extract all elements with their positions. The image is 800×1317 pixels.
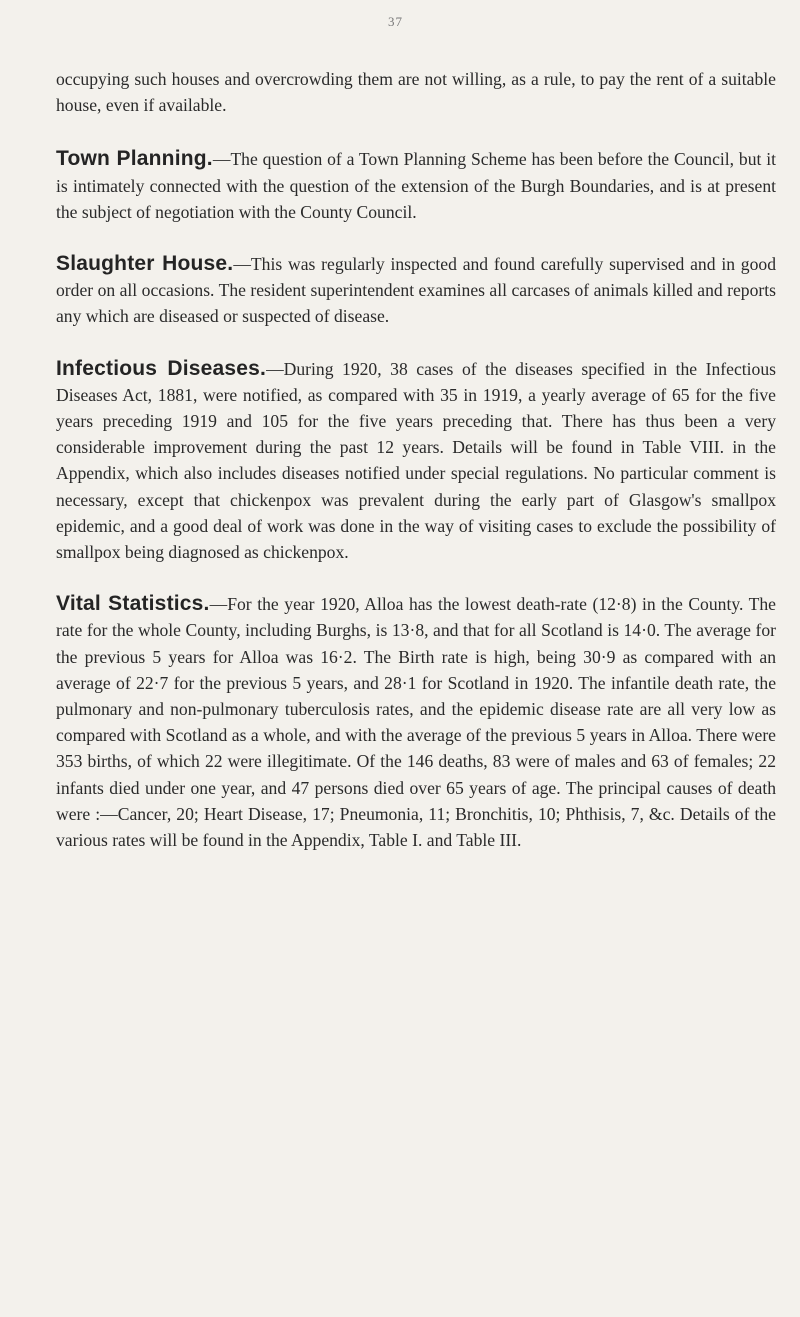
section-text-vital-statistics: —For the year 1920, Alloa has the lowest death-rate (12·8) in the County. The rate for the whole County, including Burghs, is 13·8, and that for all Scotland is 14·0. The average for the previous 5 years for Alloa was 16·2. The Birth rate is high, being 30·9 as compared with an average of 22·7 for the previous 5 years, and 28·1 for Scotland in 1920. The infantile death rate, the pulmonary and non-pulmonary tuberculosis rates, and the epidemic disease rate are all very low as compared with Scotland as a whole, and with the average of the previous 5 years in Alloa. There were 353 births, of which 22 were illegitimate. Of the 146 deaths, 83 were of males and 63 of females; 22 infants died under one year, and 47 persons died over 65 years of age. The principal causes of death were :—Cancer, 20; Heart Disease, 17; Pneumonia, 11; Bronchitis, 10; Phthisis, 7, &c. Details of the various rates will be found in the Appendix, Table I. and Table III. [56, 594, 776, 851]
section-town-planning [56, 146, 776, 225]
document-body [56, 66, 776, 879]
section-text-infectious-diseases: —During 1920, 38 cases of the diseases specified in the Infectious Diseases Act, 1881, were notified, as compared with 35 in 1919, a yearly average of 65 for the five years preceding 1919 and 105 for the five years preceding that. There has thus been a very considerable improvement during the past 12 years. Details will be found in Table VIII. in the Appendix, which also includes diseases notified under special regulations. No particular comment is necessary, except that chickenpox was prevalent during the early part of Glasgow's smallpox epidemic, and a good deal of work was done in the way of visiting cases to exclude the possibility of smallpox being diagnosed as chickenpox. [56, 358, 776, 563]
section-heading-slaughter-house: Slaughter House. [56, 252, 234, 276]
section-heading-vital-statistics: Vital Statistics. [56, 592, 210, 616]
section-vital-statistics [56, 591, 776, 853]
section-text-town-planning: —The question of a Town Planning Scheme has been before the Council, but it is intimately connected with the question of the extension of the Burgh Boundaries, and is at present the subject of negotiation with the County Council. [56, 149, 776, 222]
section-text-slaughter-house: —This was regularly inspected and found carefully supervised and in good order on all occasions. The resident superintendent examines all carcases of animals killed and reports any which are diseased or suspected of disease. [56, 254, 776, 327]
intro-text: occupying such houses and overcrowding them are not willing, as a rule, to pay the rent of a suitable house, even if available. [56, 69, 776, 116]
section-heading-town-planning: Town Planning. [56, 147, 213, 171]
section-heading-infectious-diseases: Infectious Diseases. [56, 356, 267, 380]
section-infectious-diseases [56, 356, 776, 566]
intro-paragraph [56, 66, 776, 118]
section-slaughter-house [56, 251, 776, 330]
page-marker: 37 [388, 14, 403, 29]
